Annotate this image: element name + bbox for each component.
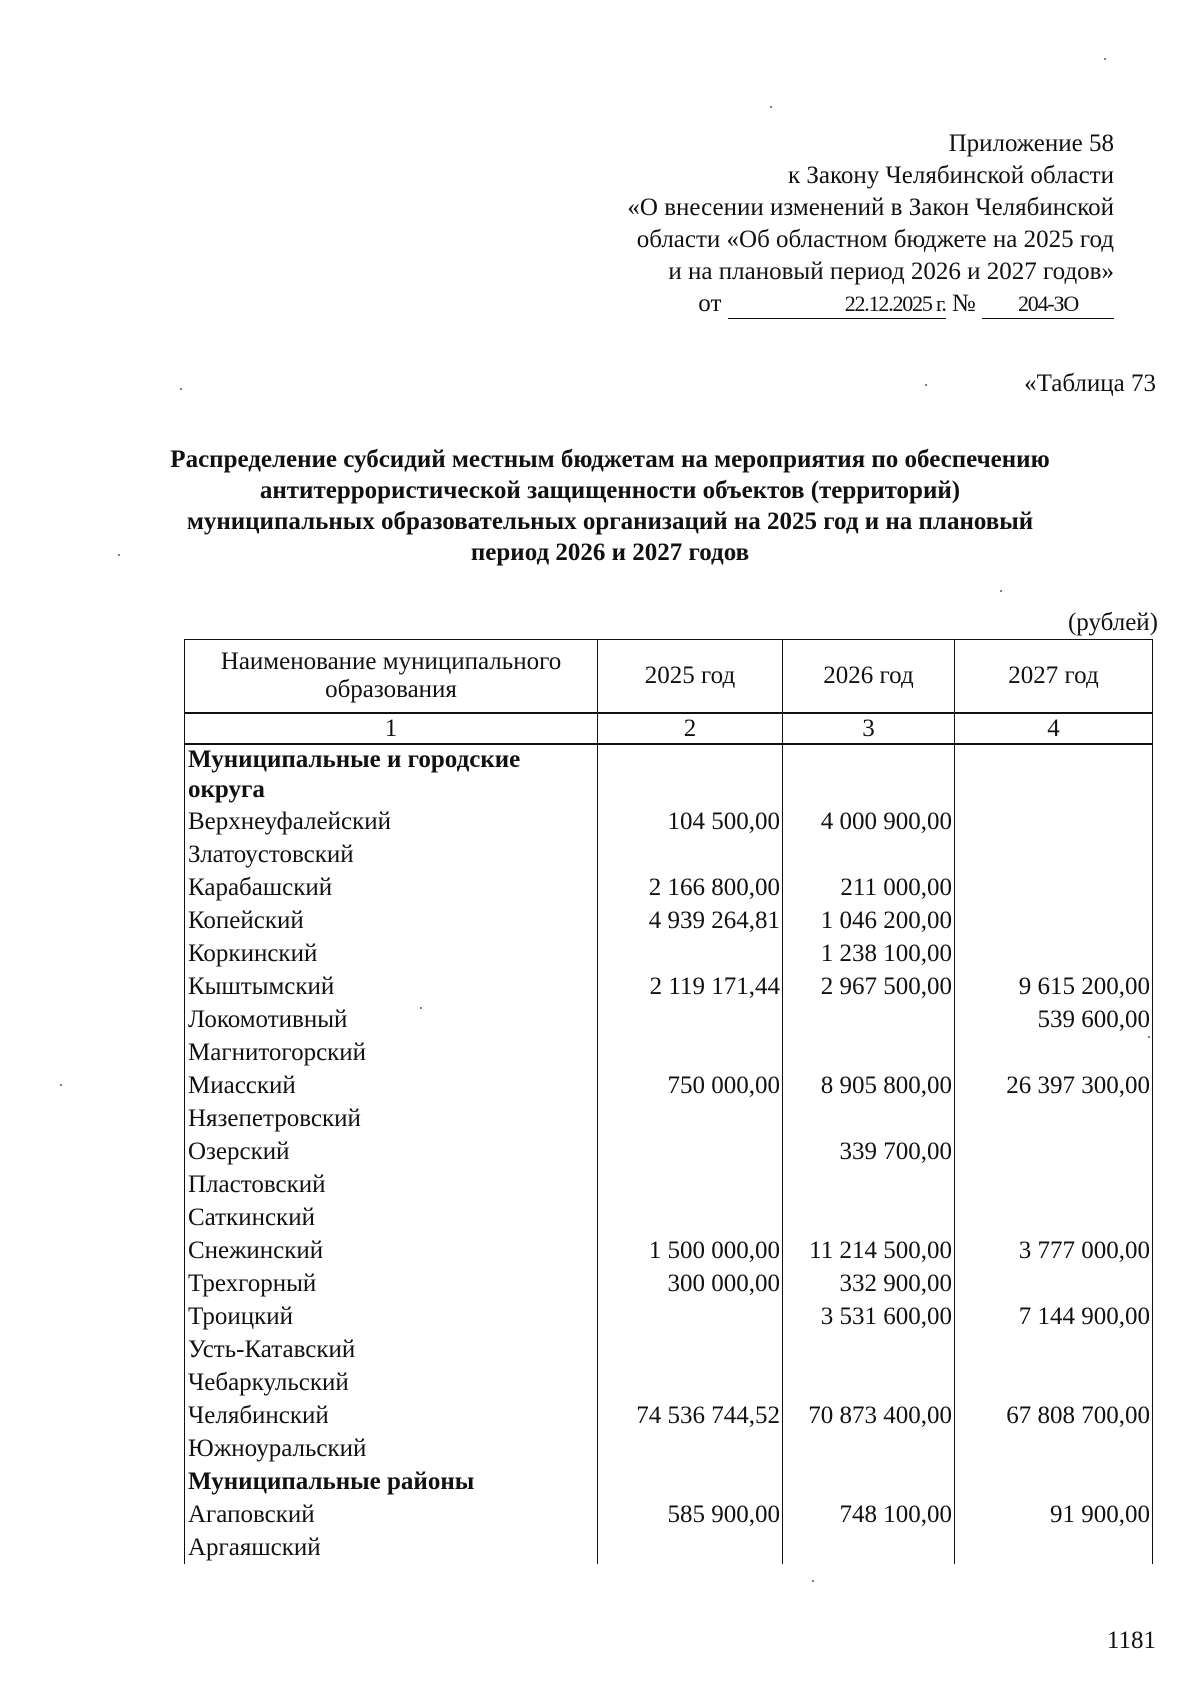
amount-2026 xyxy=(783,1366,955,1399)
amount-2025: 300 000,00 xyxy=(598,1267,783,1300)
amount-2027 xyxy=(955,871,1153,904)
scan-speck xyxy=(118,554,120,556)
municipality-name: Коркинский xyxy=(185,937,598,970)
section-row xyxy=(185,744,1153,805)
law-number: 204-ЗО xyxy=(982,290,1114,319)
amount-2027: 9 615 200,00 xyxy=(955,970,1153,1003)
scan-speck xyxy=(420,1007,422,1009)
amount-2025 xyxy=(598,1003,783,1036)
table-label: «Таблица 73 xyxy=(1024,370,1156,397)
table-header-row xyxy=(185,640,1153,714)
amount-2025 xyxy=(598,1465,783,1498)
municipality-name: Локомотивный xyxy=(185,1003,598,1036)
amount-2026: 211 000,00 xyxy=(783,871,955,904)
table-row xyxy=(185,805,1153,838)
amount-2026 xyxy=(783,744,955,805)
units-label: (рублей) xyxy=(1067,609,1158,636)
amount-2026 xyxy=(783,838,955,871)
table-row xyxy=(185,1366,1153,1399)
amount-2025: 74 536 744,52 xyxy=(598,1399,783,1432)
column-number: 2 xyxy=(598,713,783,744)
amount-2027 xyxy=(955,904,1153,937)
table-row xyxy=(185,904,1153,937)
municipality-name: Миасский xyxy=(185,1069,598,1102)
amount-2025 xyxy=(598,744,783,805)
amount-2027 xyxy=(955,805,1153,838)
amount-2026 xyxy=(783,1531,955,1564)
amount-2026 xyxy=(783,1168,955,1201)
amount-2026 xyxy=(783,1432,955,1465)
municipality-name: Агаповский xyxy=(185,1498,598,1531)
amount-2025 xyxy=(598,937,783,970)
municipality-name: Верхнеуфалейский xyxy=(185,805,598,838)
scan-speck xyxy=(925,384,927,386)
table-row xyxy=(185,1069,1153,1102)
municipality-name: Троицкий xyxy=(185,1300,598,1333)
amount-2027 xyxy=(955,1267,1153,1300)
amount-2027 xyxy=(955,1135,1153,1168)
scan-speck xyxy=(1148,1036,1150,1038)
amount-2026: 8 905 800,00 xyxy=(783,1069,955,1102)
page-number: 1181 xyxy=(1106,1627,1156,1654)
amount-2026: 1 238 100,00 xyxy=(783,937,955,970)
amount-2025: 2 166 800,00 xyxy=(598,871,783,904)
subsidy-table xyxy=(184,639,1153,1564)
amount-2025 xyxy=(598,838,783,871)
amount-2027 xyxy=(955,1531,1153,1564)
appendix-header xyxy=(627,128,1114,320)
table-row xyxy=(185,1036,1153,1069)
amount-2026 xyxy=(783,1036,955,1069)
amount-2025: 1 500 000,00 xyxy=(598,1234,783,1267)
amount-2026: 748 100,00 xyxy=(783,1498,955,1531)
amount-2025 xyxy=(598,1366,783,1399)
amount-2027 xyxy=(955,1168,1153,1201)
municipality-name: Саткинский xyxy=(185,1201,598,1234)
table-row xyxy=(185,1399,1153,1432)
amount-2027 xyxy=(955,744,1153,805)
table-row xyxy=(185,1267,1153,1300)
municipality-name: Южноуральский xyxy=(185,1432,598,1465)
column-header: 2026 год xyxy=(783,640,955,714)
amount-2026: 11 214 500,00 xyxy=(783,1234,955,1267)
amount-2027 xyxy=(955,1432,1153,1465)
scan-speck xyxy=(180,388,182,390)
amount-2026: 2 967 500,00 xyxy=(783,970,955,1003)
amount-2025: 104 500,00 xyxy=(598,805,783,838)
column-number: 3 xyxy=(783,713,955,744)
municipality-name: Аргаяшский xyxy=(185,1531,598,1564)
table-row xyxy=(185,1234,1153,1267)
amount-2025: 750 000,00 xyxy=(598,1069,783,1102)
table-row xyxy=(185,1498,1153,1531)
amount-2027 xyxy=(955,937,1153,970)
amount-2027: 91 900,00 xyxy=(955,1498,1153,1531)
appendix-line: и на плановый период 2026 и 2027 годов» xyxy=(668,258,1114,285)
table-row xyxy=(185,1135,1153,1168)
table-row xyxy=(185,970,1153,1003)
section-row xyxy=(185,1465,1153,1498)
municipality-name: Усть-Катавский xyxy=(185,1333,598,1366)
municipality-name: Карабашский xyxy=(185,871,598,904)
scan-speck xyxy=(770,106,772,108)
amount-2026 xyxy=(783,1201,955,1234)
section-name: Муниципальные и городские округа xyxy=(185,744,598,805)
municipality-name: Челябинский xyxy=(185,1399,598,1432)
scan-speck xyxy=(1000,590,1002,592)
amount-2027 xyxy=(955,838,1153,871)
table-row xyxy=(185,871,1153,904)
appendix-line: Приложение 58 xyxy=(948,130,1114,157)
municipality-name: Нязепетровский xyxy=(185,1102,598,1135)
appendix-line: области «Об областном бюджете на 2025 год xyxy=(636,226,1114,253)
municipality-name: Трехгорный xyxy=(185,1267,598,1300)
amount-2027: 7 144 900,00 xyxy=(955,1300,1153,1333)
municipality-name: Магнитогорский xyxy=(185,1036,598,1069)
amount-2027: 26 397 300,00 xyxy=(955,1069,1153,1102)
column-number: 1 xyxy=(185,713,598,744)
amount-2026 xyxy=(783,1333,955,1366)
amount-2025 xyxy=(598,1135,783,1168)
amount-2027 xyxy=(955,1366,1153,1399)
amount-2027 xyxy=(955,1465,1153,1498)
document-title: Распределение субсидий местным бюджетам на мероприятия по обеспечению антитеррористической защищенности объектов (территорий) муниципальных образовательных организаций на 2025 год и на плановый период 2026 и 2027 годов xyxy=(170,446,1050,566)
appendix-line: к Закону Челябинской области xyxy=(788,162,1114,189)
amount-2026 xyxy=(783,1102,955,1135)
amount-2027 xyxy=(955,1201,1153,1234)
municipality-name: Копейский xyxy=(185,904,598,937)
amount-2027 xyxy=(955,1102,1153,1135)
amount-2025 xyxy=(598,1300,783,1333)
municipality-name: Златоустовский xyxy=(185,838,598,871)
amount-2027: 3 777 000,00 xyxy=(955,1234,1153,1267)
column-header: Наименование муниципального образования xyxy=(185,640,598,714)
amount-2026: 70 873 400,00 xyxy=(783,1399,955,1432)
column-number-row xyxy=(185,713,1153,744)
table-row xyxy=(185,1168,1153,1201)
municipality-name: Чебаркульский xyxy=(185,1366,598,1399)
amount-2026 xyxy=(783,1465,955,1498)
scan-speck xyxy=(60,1084,62,1086)
municipality-name: Озерский xyxy=(185,1135,598,1168)
table-row xyxy=(185,1201,1153,1234)
amount-2025 xyxy=(598,1333,783,1366)
amount-2025 xyxy=(598,1432,783,1465)
municipality-name: Кыштымский xyxy=(185,970,598,1003)
table-row xyxy=(185,1102,1153,1135)
appendix-line: «О внесении изменений в Закон Челябинской xyxy=(627,194,1114,221)
amount-2026: 4 000 900,00 xyxy=(783,805,955,838)
column-header: 2027 год xyxy=(955,640,1153,714)
table-row xyxy=(185,1003,1153,1036)
law-signature-line xyxy=(627,288,1114,320)
amount-2027: 67 808 700,00 xyxy=(955,1399,1153,1432)
column-number: 4 xyxy=(955,713,1153,744)
amount-2025: 4 939 264,81 xyxy=(598,904,783,937)
municipality-name: Пластовский xyxy=(185,1168,598,1201)
amount-2026: 3 531 600,00 xyxy=(783,1300,955,1333)
scan-speck xyxy=(1104,58,1106,60)
amount-2026: 1 046 200,00 xyxy=(783,904,955,937)
amount-2025 xyxy=(598,1201,783,1234)
column-header: 2025 год xyxy=(598,640,783,714)
amount-2025 xyxy=(598,1102,783,1135)
table-row xyxy=(185,937,1153,970)
amount-2027 xyxy=(955,1036,1153,1069)
municipality-name: Снежинский xyxy=(185,1234,598,1267)
table-body xyxy=(185,744,1153,1564)
table-row xyxy=(185,838,1153,871)
amount-2025: 585 900,00 xyxy=(598,1498,783,1531)
from-label: от xyxy=(698,290,722,317)
section-name: Муниципальные районы xyxy=(185,1465,598,1498)
amount-2025 xyxy=(598,1036,783,1069)
number-sign: № xyxy=(951,290,976,317)
amount-2027: 539 600,00 xyxy=(955,1003,1153,1036)
amount-2025 xyxy=(598,1531,783,1564)
amount-2026 xyxy=(783,1003,955,1036)
table-row xyxy=(185,1333,1153,1366)
amount-2026: 332 900,00 xyxy=(783,1267,955,1300)
table-row xyxy=(185,1531,1153,1564)
amount-2025: 2 119 171,44 xyxy=(598,970,783,1003)
scan-speck xyxy=(812,1580,814,1582)
table-row xyxy=(185,1432,1153,1465)
law-date: 22.12.2025 г. xyxy=(728,290,946,319)
amount-2026: 339 700,00 xyxy=(783,1135,955,1168)
amount-2027 xyxy=(955,1333,1153,1366)
table-row xyxy=(185,1300,1153,1333)
amount-2025 xyxy=(598,1168,783,1201)
